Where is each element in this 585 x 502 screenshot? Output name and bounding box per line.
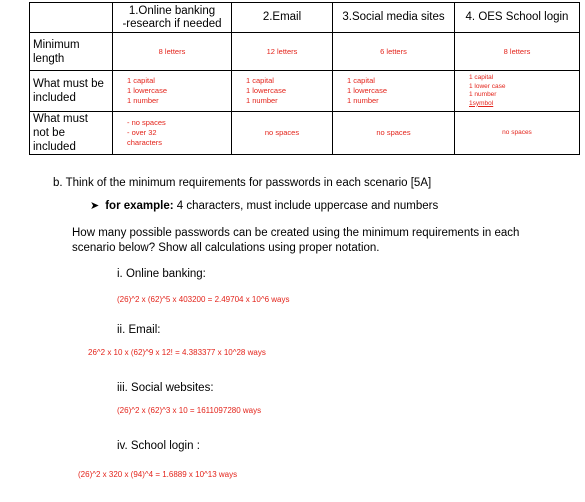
answer-calc-social: (26)^2 x (62)^3 x 10 = 1611097280 ways bbox=[117, 406, 262, 415]
requirements-table bbox=[29, 2, 580, 155]
table-cell: no spaces bbox=[455, 112, 580, 155]
arrow-bullet-icon: ➤ bbox=[90, 200, 100, 212]
table-cell: - no spaces - over 32 characters bbox=[113, 112, 232, 155]
table-row-must-include bbox=[30, 71, 580, 112]
table-header-row bbox=[30, 3, 580, 33]
prompt-line-1: How many possible passwords can be created using the minimum requirements in each bbox=[72, 227, 520, 239]
table-cell: 8 letters bbox=[455, 33, 580, 71]
table-cell: 6 letters bbox=[333, 33, 455, 71]
answer-calc-school: (26)^2 x 320 x (94)^4 = 1.6889 x 10^13 ways bbox=[78, 470, 238, 479]
answer-calc-online-banking: (26)^2 x (62)^5 x 403200 = 2.49704 x 10^6 ways bbox=[117, 295, 290, 304]
answer-label-email: ii. Email: bbox=[117, 324, 161, 336]
table-cell: 1 capital 1 lowercase 1 number bbox=[333, 71, 455, 112]
header-online-banking: 1.Online banking -research if needed bbox=[113, 3, 232, 33]
answer-label-online-banking: i. Online banking: bbox=[117, 268, 206, 280]
answer-label-school: iv. School login : bbox=[117, 440, 200, 452]
example-label: for example: bbox=[105, 200, 174, 212]
row-label: What must be included bbox=[30, 71, 113, 112]
table-cell: 1 capital 1 lowercase 1 number bbox=[113, 71, 232, 112]
question-heading: b. Think of the minimum requirements for passwords in each scenario [5A] bbox=[53, 177, 432, 189]
table-cell: 1 capital 1 lower case 1 number 1symbol bbox=[455, 71, 580, 112]
row-label: Minimum length bbox=[30, 33, 113, 71]
example-line bbox=[90, 199, 438, 212]
header-social-media: 3.Social media sites bbox=[333, 3, 455, 33]
table-cell: 1 capital 1 lowercase 1 number bbox=[232, 71, 333, 112]
table-row-must-not-include bbox=[30, 112, 580, 155]
header-empty-cell bbox=[30, 3, 113, 33]
row-label: What must not be included bbox=[30, 112, 113, 155]
answer-label-social: iii. Social websites: bbox=[117, 382, 214, 394]
example-text: 4 characters, must include uppercase and numbers bbox=[173, 200, 439, 212]
prompt-line-2: scenario below? Show all calculations using proper notation. bbox=[72, 242, 380, 254]
table-cell: 8 letters bbox=[113, 33, 232, 71]
table-cell: no spaces bbox=[232, 112, 333, 155]
table-cell: no spaces bbox=[333, 112, 455, 155]
answer-calc-email: 26^2 x 10 x (62)^9 x 12! = 4.383377 x 10^28 ways bbox=[88, 348, 266, 357]
header-email: 2.Email bbox=[232, 3, 333, 33]
table-row-minimum-length bbox=[30, 33, 580, 71]
table-cell: 12 letters bbox=[232, 33, 333, 71]
header-school-login: 4. OES School login bbox=[455, 3, 580, 33]
